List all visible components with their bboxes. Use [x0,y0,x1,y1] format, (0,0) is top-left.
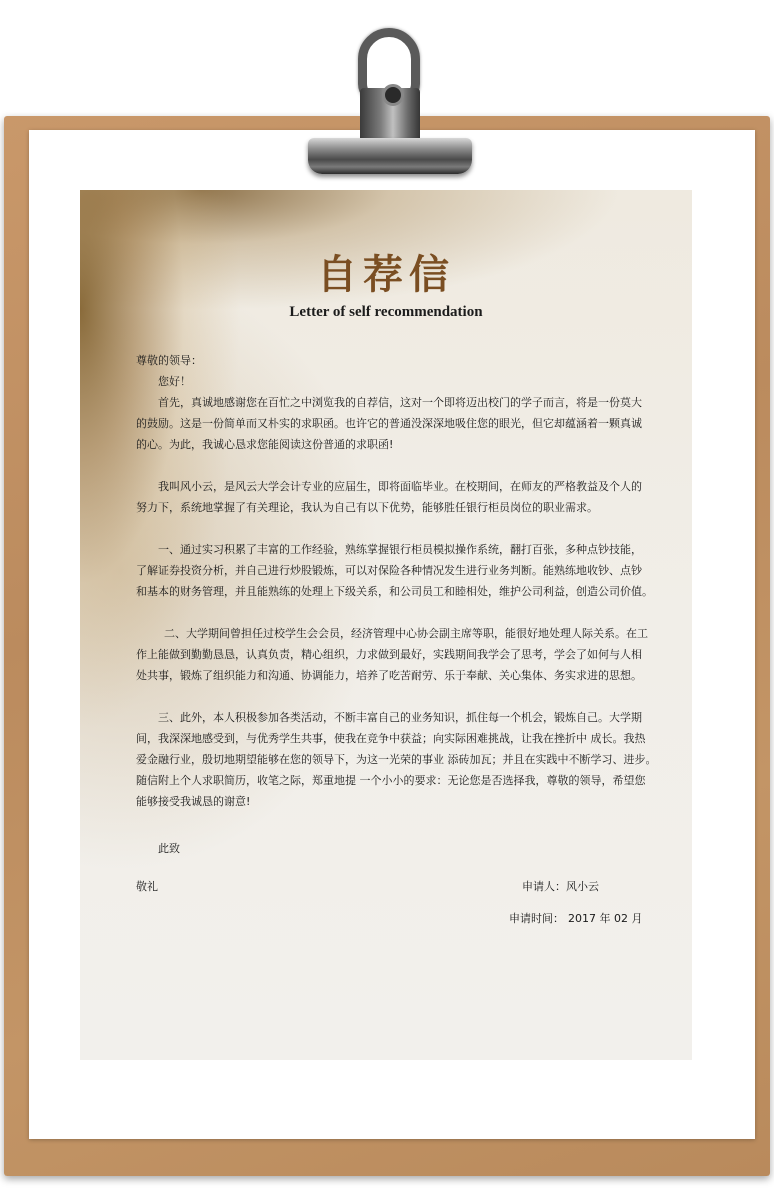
about-line-1: 我叫风小云，是风云大学会计专业的应届生，即将面临毕业。在校期间，在师友的严格教益及个人的 [158,480,642,493]
letter-body [136,350,657,812]
about-line-2: 努力下，系统地掌握了有关理论，我认为自己有以下优势，能够胜任银行柜员岗位的职业需求。 [136,501,598,514]
date-value: 2017 年 02 月 [568,912,643,925]
point2-line-1: 二、大学期间曾担任过校学生会会员，经济管理中心协会副主席等职，能很好地处理人际关系。在工 [164,627,648,640]
point3-line-1: 三、此外，本人积极参加各类活动，不断丰富自己的业务知识，抓住每一个机会，锻炼自己。大学期 [158,711,642,724]
intro-line-2: 的鼓励。这是一份简单而又朴实的求职函。也许它的普通没深深地吸住您的眼光，但它却蕴涵着一颗真诚 [136,417,642,430]
point1-line-1: 一、通过实习积累了丰富的工作经验，熟练掌握银行柜员模拟操作系统，翻打百张，多种点钞技能， [158,543,642,556]
letter-title-english: Letter of self recommendation [289,304,483,320]
intro-line-1: 首先，真诚地感谢您在百忙之中浏览我的自荐信，这对一个即将迈出校门的学子而言，将是一份莫大 [158,396,642,409]
point2-line-3: 处共事，锻炼了组织能力和沟通、协调能力，培养了吃苦耐劳、乐于奉献、关心集体、务实求进的思想。 [136,669,642,682]
intro-line-3: 的心。为此，我诚心恳求您能阅读这份普通的求职函! [136,438,394,451]
letter-title-chinese: 自荐信 [317,251,455,298]
point3-line-2: 间，我深深地感受到，与优秀学生共事，使我在竞争中获益；向实际困难挑战，让我在挫折中 成长。我热 [136,732,646,745]
closing-jingli: 敬礼 [136,880,158,893]
closing-cizhi: 此致 [158,842,180,855]
point1-line-2: 了解证券投资分析，并自己进行炒股锻炼，可以对保险各种情况发生进行业务判断。能熟练地收钞、点钞 [136,564,642,577]
point1-line-3: 和基本的财务管理，并且能熟练的处理上下级关系，和公司员工和睦相处，维护公司利益，创造公司价值。 [136,585,653,598]
salutation: 尊敬的领导： [136,354,202,367]
applicant-name: 申请人：风小云 [522,880,599,893]
binder-clip [305,28,475,178]
date-label: 申请时间： [509,912,564,925]
letter-sheet [80,190,692,1060]
greeting: 您好！ [158,375,191,388]
point3-line-4: 随信附上个人求职简历，收笔之际，郑重地提 一个小小的要求：无论您是否选择我，尊敬的领导，希望您 [136,774,646,787]
point2-line-2: 作上能做到勤勤恳恳，认真负责，精心组织，力求做到最好，实践期间我学会了思考，学会了如何与人相 [136,648,642,661]
point3-line-5: 能够接受我诚恳的谢意! [136,795,251,808]
point3-line-3: 爱金融行业，殷切地期望能够在您的领导下，为这一光荣的事业 添砖加瓦；并且在实践中不断学习、进步。 [136,753,657,766]
clip-hole [382,84,404,106]
clip-base [308,138,472,174]
